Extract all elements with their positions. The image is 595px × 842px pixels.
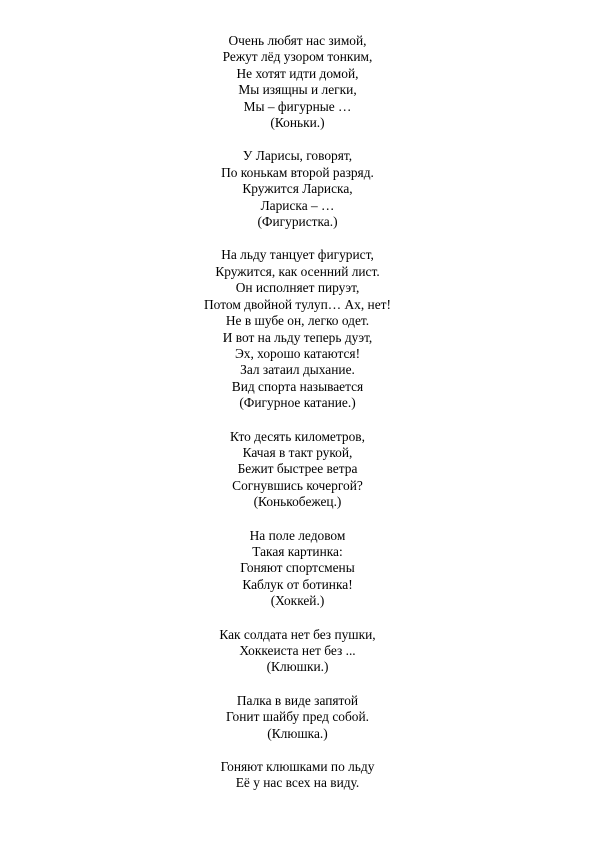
riddle-line: Её у нас всех на виду.	[235, 775, 360, 791]
riddle-answer: (Клюшка.)	[267, 725, 328, 741]
riddle-line: Лариска – …	[260, 197, 335, 213]
riddle-line: Кто десять километров,	[230, 428, 365, 444]
riddle-line: И вот на льду теперь дуэт,	[222, 329, 373, 345]
riddle-skates	[0, 33, 595, 131]
riddle-answer: (Коньки.)	[270, 115, 325, 131]
riddle-answer: (Фигурное катание.)	[239, 395, 356, 411]
riddle-line: Согнувшись кочергой?	[232, 477, 363, 493]
riddle-line: Каблук от ботинка!	[242, 576, 353, 592]
riddle-line: Гоняют спортсмены	[240, 560, 355, 576]
riddle-line: Бежит быстрее ветра	[237, 461, 358, 477]
riddle-speed-skater	[0, 429, 595, 511]
riddle-answer: (Хоккей.)	[270, 593, 325, 609]
riddle-hockey-sticks	[0, 627, 595, 676]
riddle-line: Гонит шайбу пред собой.	[225, 709, 369, 725]
riddle-line: Мы – фигурные …	[243, 98, 352, 114]
riddle-line: Вид спорта называется	[231, 378, 364, 394]
riddle-line: Мы изящны и легки,	[238, 82, 357, 98]
riddle-line: Не хотят идти домой,	[236, 65, 359, 81]
riddle-answer: (Фигуристка.)	[257, 214, 338, 230]
riddle-line: Зал затаил дыхание.	[240, 362, 355, 378]
riddle-line: Он исполняет пируэт,	[235, 280, 360, 296]
riddle-line: Эх, хорошо катаются!	[234, 345, 361, 361]
riddle-line: По конькам второй разряд.	[221, 164, 374, 180]
riddle-line: На поле ледовом	[249, 527, 346, 543]
riddle-line: Кружится Лариска,	[242, 181, 353, 197]
riddle-line: У Ларисы, говорят,	[242, 148, 353, 164]
riddle-line: Качая в такт рукой,	[242, 444, 353, 460]
riddle-line: Гоняют клюшками по льду	[220, 759, 375, 775]
riddle-list	[0, 33, 595, 809]
riddle-answer: (Конькобежец.)	[253, 494, 342, 510]
riddle-line: Режут лёд узором тонким,	[222, 49, 373, 65]
riddle-line: Такая картинка:	[252, 543, 343, 559]
riddle-hockey	[0, 528, 595, 610]
riddle-puck	[0, 759, 595, 792]
riddle-line: Палка в виде запятой	[236, 692, 359, 708]
riddle-line: Кружится, как осенний лист.	[215, 263, 380, 279]
riddle-figure-skating	[0, 247, 595, 411]
riddle-line: Хоккеиста нет без ...	[239, 643, 356, 658]
riddle-line: Очень любят нас зимой,	[228, 33, 367, 48]
riddle-line: На льду танцует фигурист,	[221, 247, 374, 263]
riddle-line: Как солдата нет без пушки,	[219, 626, 376, 642]
riddle-line: Не в шубе он, легко одет.	[225, 313, 370, 329]
riddle-figure-skater	[0, 148, 595, 230]
riddle-line: Потом двойной тулуп… Ах, нет!	[204, 296, 391, 312]
riddle-hockey-stick	[0, 693, 595, 742]
riddle-answer: (Клюшки.)	[266, 659, 329, 675]
